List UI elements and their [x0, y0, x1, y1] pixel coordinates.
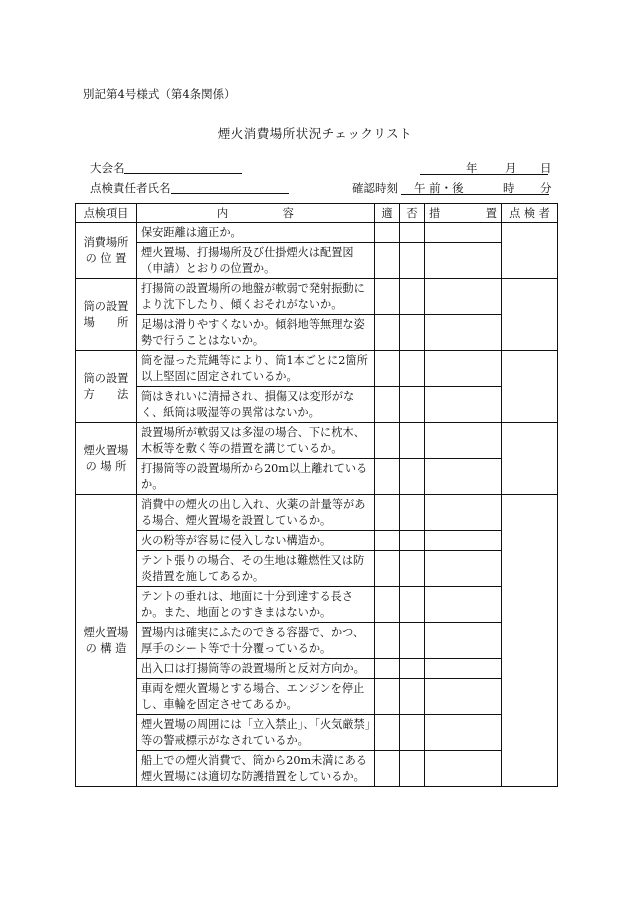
inspector-cell[interactable] — [502, 423, 558, 495]
ng-cell[interactable] — [400, 715, 425, 751]
table-row — [76, 659, 558, 679]
item-content: 火の粉等が容易に侵入しない構造か。 — [137, 531, 375, 551]
category-cell — [76, 351, 137, 423]
item-content: 打揚筒等の設置場所から20m以上離れているか。 — [137, 459, 375, 495]
confirm-time-label: 確認時刻 — [352, 181, 398, 195]
item-content: 設置場所が軟弱又は多湿の場合、下に枕木、木板等を敷く等の措置を講じているか。 — [137, 423, 375, 459]
ok-cell[interactable] — [375, 623, 400, 659]
table-row — [76, 459, 558, 495]
item-content: テントの垂れは、地面に十分到達する長さか。また、地面とのすきまはないか。 — [137, 587, 375, 623]
date-month-label: 月 — [505, 161, 517, 175]
item-content: 船上での煙火消費で、筒から20m未満にある煙火置場には適切な防護措置をしているか。 — [137, 751, 375, 787]
table-row — [76, 715, 558, 751]
event-name-label: 大会名 — [90, 161, 125, 175]
action-cell[interactable] — [425, 423, 502, 459]
ok-cell[interactable] — [375, 423, 400, 459]
item-content: 筒を湿った荒縄等により、筒1本ごとに2箇所以上堅固に固定されているか。 — [137, 351, 375, 387]
action-cell[interactable] — [425, 751, 502, 787]
item-content: 打揚筒の設置場所の地盤が軟弱で発射振動により沈下したり、傾くおそれがないか。 — [137, 279, 375, 315]
action-cell[interactable] — [425, 351, 502, 387]
table-header-row — [76, 204, 558, 223]
ng-cell[interactable] — [400, 423, 425, 459]
document-title: 煙火消費場所状況チェックリスト — [217, 126, 413, 141]
ng-cell[interactable] — [400, 243, 425, 279]
header-content-2: 容 — [282, 207, 294, 220]
ok-cell[interactable] — [375, 659, 400, 679]
header-ng: 否 — [400, 204, 425, 223]
inspector-cell[interactable] — [502, 279, 558, 351]
category-cell — [76, 423, 137, 495]
table-row — [76, 279, 558, 315]
table-row — [76, 351, 558, 387]
ok-cell[interactable] — [375, 715, 400, 751]
category-cell — [76, 223, 137, 279]
category-line1: 煙火置場 — [83, 443, 129, 457]
date-year-label: 年 — [466, 161, 478, 175]
item-content: 置場内は確実にふたのできる容器で、かつ、厚手のシート等で十分覆っているか。 — [137, 623, 375, 659]
category-cell — [76, 279, 137, 351]
category-line1: 煙火置場 — [83, 625, 129, 639]
ng-cell[interactable] — [400, 351, 425, 387]
ok-cell[interactable] — [375, 351, 400, 387]
inspector-cell[interactable] — [502, 223, 558, 279]
ok-cell[interactable] — [375, 679, 400, 715]
ok-cell[interactable] — [375, 587, 400, 623]
table-row — [76, 223, 558, 243]
ok-cell[interactable] — [375, 531, 400, 551]
category-line2: の 場 所 — [85, 459, 127, 473]
item-content: 消費中の煙火の出し入れ、火薬の計量等がある場合、煙火置場を設置しているか。 — [137, 495, 375, 531]
table-row — [76, 551, 558, 587]
table-row — [76, 623, 558, 659]
am-pm-label: 午 前・後 — [414, 181, 464, 195]
checklist-table — [75, 203, 558, 787]
category-line2: の 構 造 — [85, 641, 127, 655]
ok-cell[interactable] — [375, 315, 400, 351]
event-name-field[interactable] — [124, 160, 242, 174]
item-content: 出入口は打揚筒等の設置場所と反対方向か。 — [137, 659, 375, 679]
action-cell[interactable] — [425, 659, 502, 679]
category-line1: 筒の設置 — [83, 371, 129, 385]
item-content: 車両を煙火置場とする場合、エンジンを停止し、車輪を固定させてあるか。 — [137, 679, 375, 715]
ng-cell[interactable] — [400, 495, 425, 531]
item-content: 煙火置場の周囲には「立入禁止」、「火気厳禁」等の警戒標示がなされているか。 — [137, 715, 375, 751]
ng-cell[interactable] — [400, 659, 425, 679]
item-content: 煙火置場、打揚場所及び仕掛煙火は配置図（申請）とおりの位置か。 — [137, 243, 375, 279]
category-line1: 筒の設置 — [83, 299, 129, 313]
ok-cell[interactable] — [375, 279, 400, 315]
table-row — [76, 679, 558, 715]
header-action-1: 措 — [429, 207, 441, 220]
action-cell[interactable] — [425, 551, 502, 587]
header-inspection-item: 点検項目 — [76, 204, 137, 223]
action-cell[interactable] — [425, 679, 502, 715]
header-content-1: 内 — [217, 207, 229, 220]
item-content: 保安距離は適正か。 — [137, 223, 375, 243]
inspector-cell[interactable] — [502, 495, 558, 787]
category-line2: の 位 置 — [85, 251, 127, 265]
action-cell[interactable] — [425, 315, 502, 351]
ok-cell[interactable] — [375, 551, 400, 587]
ng-cell[interactable] — [400, 459, 425, 495]
table-row — [76, 315, 558, 351]
ng-cell[interactable] — [400, 751, 425, 787]
ok-cell[interactable] — [375, 243, 400, 279]
item-content: テント張りの場合、その生地は難燃性又は防炎措置を施してあるか。 — [137, 551, 375, 587]
action-cell[interactable] — [425, 715, 502, 751]
table-row — [76, 587, 558, 623]
table-row — [76, 387, 558, 423]
item-content: 足場は滑りやすくないか。傾斜地等無理な姿勢で行うことはないか。 — [137, 315, 375, 351]
ok-cell[interactable] — [375, 495, 400, 531]
inspector-cell[interactable] — [502, 351, 558, 423]
category-line2: 場 所 — [83, 315, 129, 329]
ng-cell[interactable] — [400, 279, 425, 315]
action-cell[interactable] — [425, 587, 502, 623]
action-cell[interactable] — [425, 531, 502, 551]
ok-cell[interactable] — [375, 387, 400, 423]
ok-cell[interactable] — [375, 751, 400, 787]
inspector-name-label: 点検責任者氏名 — [90, 181, 171, 195]
header-action — [425, 204, 502, 223]
header-ok: 適 — [375, 204, 400, 223]
header-inspector: 点 検 者 — [502, 204, 558, 223]
ok-cell[interactable] — [375, 223, 400, 243]
ng-cell[interactable] — [400, 531, 425, 551]
category-cell — [76, 495, 137, 787]
item-content: 筒はきれいに清掃され、損傷又は変形がなく、紙筒は吸湿等の異常はないか。 — [137, 387, 375, 423]
header-action-2: 置 — [485, 207, 497, 220]
date-field[interactable] — [420, 160, 548, 175]
action-cell[interactable] — [425, 495, 502, 531]
ng-cell[interactable] — [400, 551, 425, 587]
ng-cell[interactable] — [400, 679, 425, 715]
action-cell[interactable] — [425, 623, 502, 659]
category-line1: 消費場所 — [83, 235, 129, 249]
action-cell[interactable] — [425, 387, 502, 423]
action-cell[interactable] — [425, 279, 502, 315]
table-row — [76, 495, 558, 531]
table-row — [76, 531, 558, 551]
table-row — [76, 423, 558, 459]
action-cell[interactable] — [425, 459, 502, 495]
table-row — [76, 751, 558, 787]
action-cell[interactable] — [425, 223, 502, 243]
category-line2: 方 法 — [83, 387, 129, 401]
ng-cell[interactable] — [400, 223, 425, 243]
table-row — [76, 243, 558, 279]
ng-cell[interactable] — [400, 587, 425, 623]
action-cell[interactable] — [425, 243, 502, 279]
ng-cell[interactable] — [400, 315, 425, 351]
header-content — [137, 204, 375, 223]
hour-label: 時 — [503, 181, 515, 195]
form-reference: 別記第4号様式（第4条関係） — [83, 87, 236, 101]
ng-cell[interactable] — [400, 387, 425, 423]
inspector-name-field[interactable] — [171, 180, 289, 194]
minute-label: 分 — [540, 181, 552, 195]
ok-cell[interactable] — [375, 459, 400, 495]
ng-cell[interactable] — [400, 623, 425, 659]
date-day-label: 日 — [540, 161, 552, 175]
